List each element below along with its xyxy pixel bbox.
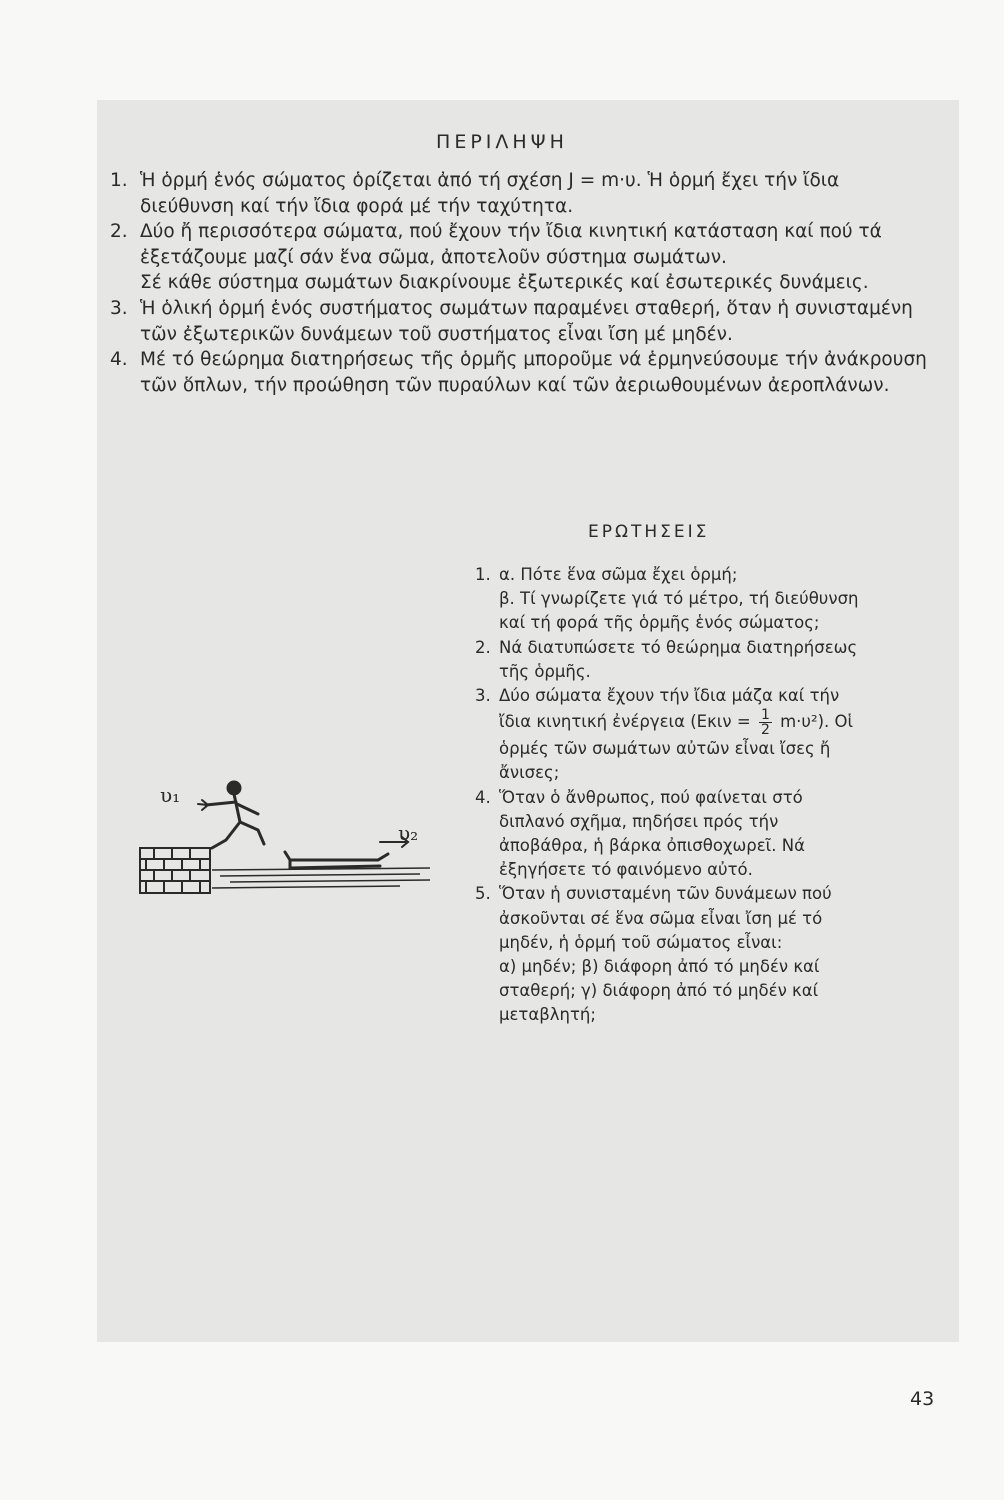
boat-icon bbox=[285, 837, 408, 868]
formula-line bbox=[499, 708, 870, 737]
question-text: ὁρμές τῶν σωμάτων αὐτῶν εἶναι ἴσες ἤ ἄνισες; bbox=[499, 739, 831, 783]
question-number: 4. bbox=[475, 787, 491, 807]
question-number: 1. bbox=[475, 565, 491, 584]
question-item bbox=[475, 684, 870, 786]
summary-item-extra: Σέ κάθε σύστημα σωμάτων διακρίνουμε ἐξωτερικές καί ἐσωτερικές δυνάμεις. bbox=[140, 272, 869, 294]
summary-item bbox=[110, 296, 930, 347]
summary-item-number: 1. bbox=[110, 170, 128, 191]
question-number: 3. bbox=[475, 686, 491, 706]
summary-item-text: Ἡ ὁρμή ἑνός σώματος ὁρίζεται ἀπό τή σχέση J = m·υ. Ἡ ὁρμή ἔχει τήν ἴδια διεύθυνση καί τήν ἴδια φορά μέ τήν ταχύτητα. bbox=[140, 170, 840, 217]
question-number: 2. bbox=[475, 637, 491, 657]
question-text: Ὅταν ὁ ἄνθρωπος, πού φαίνεται στό διπλανό σχῆμα, πηδήσει πρός τήν ἀποβάθρα, ἡ βάρκα ὀπισθοχωρεῖ. Νά ἐξηγήσετε τό φαινόμενο αὐτό. bbox=[499, 787, 805, 880]
question-1b: β. Τί γνωρίζετε γιά τό μέτρο, τή διεύθυνση καί τή φορά τῆς ὁρμῆς ἑνός σώματος; bbox=[499, 589, 859, 633]
summary-item bbox=[110, 219, 930, 296]
question-options: α) μηδέν; β) διάφορη ἀπό τό μηδέν καί σταθερή; γ) διάφορη ἀπό τό μηδέν καί μεταβλητή; bbox=[499, 957, 820, 1025]
question-item bbox=[475, 786, 870, 883]
questions-title: ΕΡΩΤΗΣΕΙΣ bbox=[588, 522, 710, 542]
fraction bbox=[759, 708, 772, 737]
formula-post: m·υ²). Οἱ bbox=[780, 712, 854, 732]
summary-item-text: Μέ τό θεώρημα διατηρήσεως τῆς ὁρμῆς μποροῦμε νά ἑρμηνεύσουμε τήν ἀνάκρουση τῶν ὅπλων, τήν προώθηση τῶν πυραύλων καί τῶν ἀεριωθουμένων ἀεροπλάνων. bbox=[140, 349, 927, 396]
page-number: 43 bbox=[910, 1388, 935, 1410]
summary-item-number: 3. bbox=[110, 297, 128, 319]
jumping-man-icon bbox=[198, 782, 264, 848]
question-text: Ὅταν ἡ συνισταμένη τῶν δυνάμεων πού ἀσκοῦνται σέ ἕνα σῶμα εἶναι ἴση μέ τό μηδέν, ἡ ὁρμή τοῦ σώματος εἶναι: bbox=[499, 884, 832, 952]
question-text: Δύο σώματα ἔχουν τήν ἴδια μάζα καί τήν bbox=[499, 686, 840, 706]
summary-item-text: Δύο ἤ περισσότερα σώματα, πού ἔχουν τήν ἴδια κινητική κατάσταση καί πού τά ἐξετάζουμε μαζί σάν ἕνα σῶμα, ἀποτελοῦν σύστημα σωμάτων. bbox=[140, 221, 882, 268]
velocity-label-v1: υ₁ bbox=[160, 783, 181, 807]
summary-item bbox=[110, 168, 930, 219]
question-text: Νά διατυπώσετε τό θεώρημα διατηρήσεως τῆς ὁρμῆς. bbox=[499, 637, 858, 681]
summary-item-text: Ἡ ὁλική ὁρμή ἑνός συστήματος σωμάτων παραμένει σταθερή, ὅταν ἡ συνισταμένη τῶν ἐξωτερικῶν δυνάμεων τοῦ συστήματος εἶναι ἴση μέ μηδέν. bbox=[140, 297, 913, 345]
question-item bbox=[475, 563, 870, 636]
question-item bbox=[475, 636, 870, 684]
questions-list bbox=[475, 563, 870, 1028]
question-number: 5. bbox=[475, 884, 491, 904]
summary-item bbox=[110, 347, 930, 398]
velocity-label-v2: υ₂ bbox=[398, 821, 419, 845]
summary-item-number: 4. bbox=[110, 349, 128, 371]
man-jumping-from-boat-figure bbox=[130, 760, 440, 900]
summary-item-number: 2. bbox=[110, 221, 128, 243]
fraction-numerator: 1 bbox=[760, 707, 770, 724]
summary-list bbox=[110, 168, 930, 398]
fraction-denominator: 2 bbox=[760, 722, 770, 739]
question-1a: α. Πότε ἕνα σῶμα ἔχει ὁρμή; bbox=[499, 565, 738, 584]
summary-title: ΠΕΡΙΛΗΨΗ bbox=[436, 131, 568, 153]
question-item bbox=[475, 882, 870, 1027]
water-waves-icon bbox=[212, 868, 430, 888]
pier-bricks-icon bbox=[140, 848, 210, 893]
formula-pre: ἴδια κινητική ἐνέργεια (Eκιν = bbox=[499, 712, 751, 732]
